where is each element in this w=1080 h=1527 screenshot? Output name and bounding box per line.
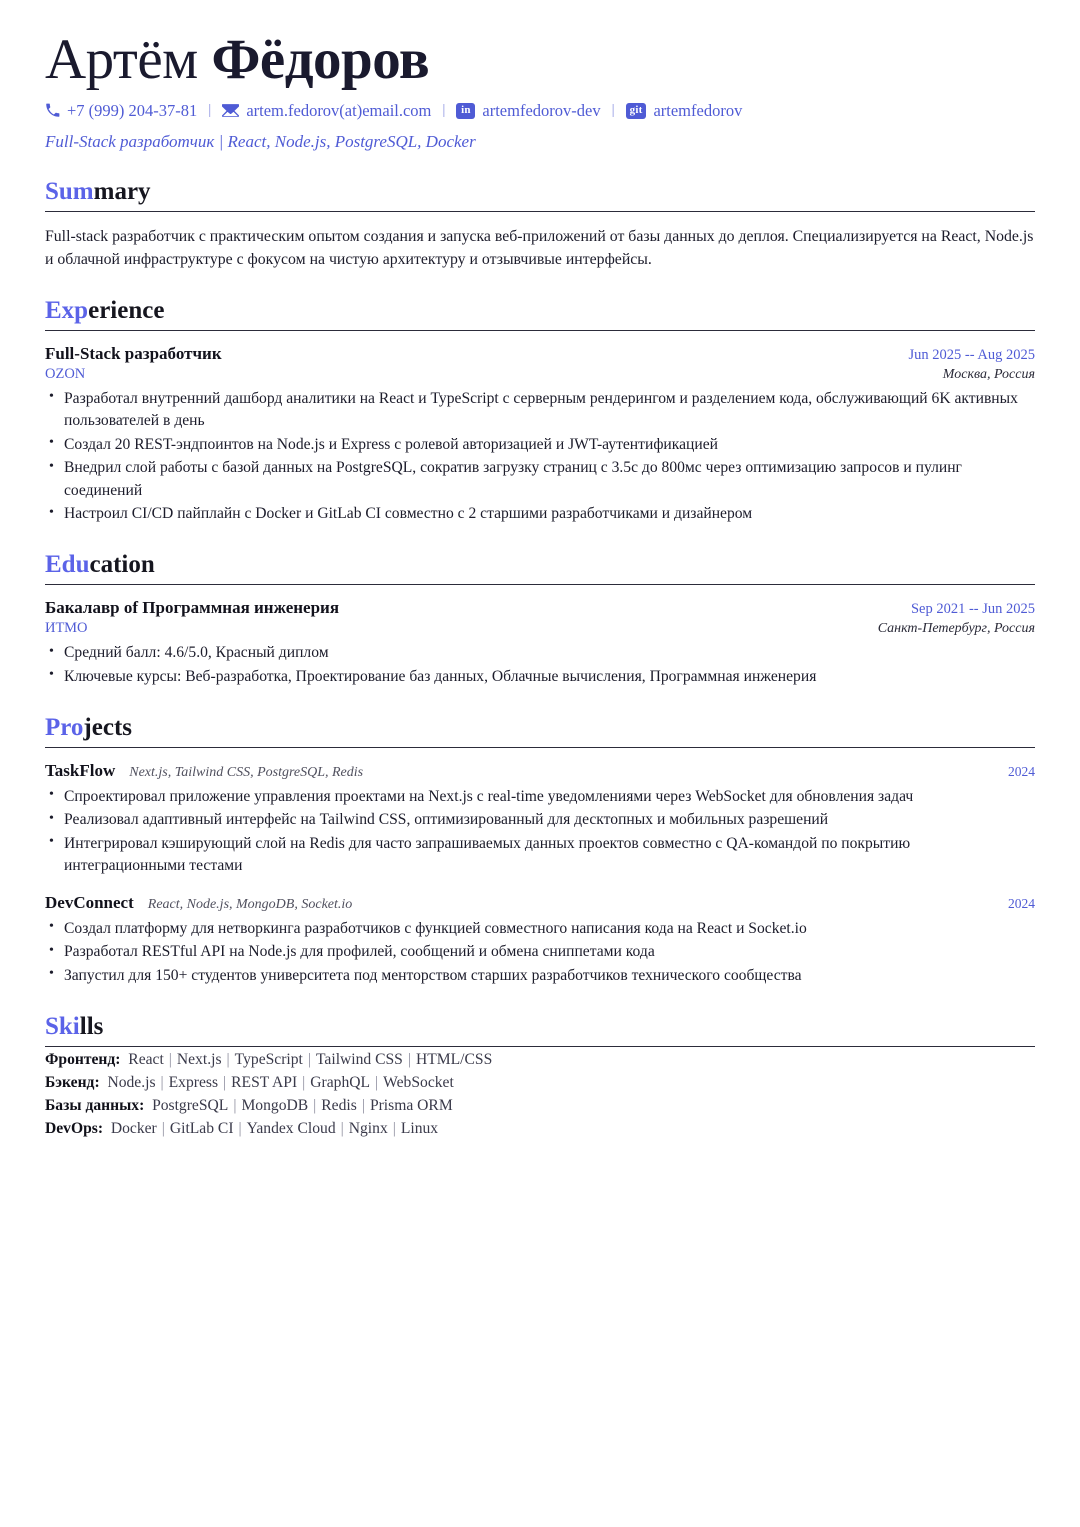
bullet-item: • Создал 20 REST-эндпоинтов на Node.js и Express с ролевой авторизацией и JWT-аутентификацией: [45, 434, 1035, 456]
skill-separator: |: [168, 1050, 172, 1068]
summary-paragraph: Full-stack разработчик с практическим опытом создания и запуска веб-приложений от базы данных до деплоя. Специализируется на React, Node.js и облачной инфраструктуре с фокусом на чистую архитектуру и отзывчивые интерфейсы.: [45, 227, 1034, 268]
section-experience: [45, 297, 1035, 525]
education-entry: [45, 598, 1035, 688]
contact-line: [45, 101, 1035, 121]
bullet-list: [45, 642, 1035, 688]
skill-item: Next.js: [176, 1050, 222, 1068]
skill-item: PostgreSQL: [152, 1096, 229, 1114]
entry-organization: ИТМО: [45, 620, 88, 637]
skill-item: Yandex Cloud: [246, 1120, 336, 1138]
heading-highlight: Exp: [45, 297, 89, 325]
entry-org-row: [45, 364, 1035, 383]
contact-separator: |: [611, 102, 615, 119]
contact-phone: [45, 101, 197, 121]
contact-email[interactable]: [222, 101, 431, 121]
project-stack: Next.js, Tailwind CSS, PostgreSQL, Redis: [129, 764, 364, 780]
skill-separator: |: [161, 1120, 165, 1138]
phone-icon: [45, 103, 60, 118]
skill-items: [107, 1074, 453, 1091]
project-name: DevConnect: [45, 892, 134, 912]
experience-entry: [45, 344, 1035, 526]
skill-item: Prisma ORM: [369, 1096, 453, 1114]
linkedin-icon: in: [456, 103, 475, 119]
contact-separator: |: [442, 102, 446, 119]
bullet-item: • Ключевые курсы: Веб-разработка, Проектирование баз данных, Облачные вычисления, Программная инженерия: [45, 666, 1035, 688]
skill-category: Базы данных:: [45, 1096, 145, 1114]
section-heading-summary: [45, 178, 1035, 209]
heading-highlight: Pro: [45, 714, 84, 742]
entry-title-row: [45, 598, 1035, 618]
heading-highlight: Ski: [45, 1013, 80, 1041]
project-year: 2024: [1008, 763, 1035, 779]
skill-row: [45, 1048, 1035, 1071]
skill-separator: |: [361, 1096, 365, 1114]
heading-rest: erience: [88, 297, 165, 325]
project-entry: [45, 761, 1035, 878]
skill-item: Express: [168, 1073, 219, 1091]
skill-row: [45, 1094, 1035, 1117]
skill-separator: |: [407, 1050, 411, 1068]
section-summary: [45, 178, 1035, 271]
section-rule: [45, 330, 1035, 331]
project-title-row: [45, 761, 1035, 781]
bullet-item: • Интегрировал кэширующий слой на Redis для часто запрашиваемых данных проектов совместно с QA-командой по покрытию интеграционными тестами: [45, 833, 1035, 878]
bullet-item: • Средний балл: 4.6/5.0, Красный диплом: [45, 642, 1035, 664]
section-skills: [45, 1013, 1035, 1140]
skill-item: Linux: [400, 1120, 439, 1138]
contact-separator: |: [208, 102, 212, 119]
skill-separator: |: [302, 1073, 306, 1091]
skill-separator: |: [392, 1120, 396, 1138]
skill-separator: |: [313, 1096, 317, 1114]
contact-linkedin[interactable]: [456, 101, 600, 121]
skill-separator: |: [307, 1050, 311, 1068]
section-rule: [45, 1046, 1035, 1047]
section-rule: [45, 584, 1035, 585]
linkedin-text: artemfedorov-dev: [482, 100, 601, 120]
skill-item: Redis: [321, 1096, 357, 1114]
contact-github[interactable]: [626, 101, 743, 121]
bullet-item: • Настроил CI/CD пайплайн с Docker и GitLab CI совместно с 2 старшими разработчиками и дизайнером: [45, 503, 1035, 525]
bullet-item: • Запустил для 150+ студентов университета под менторством старших разработчиков технического сообщества: [45, 965, 1035, 987]
skill-items: [152, 1097, 453, 1114]
first-name: Артём: [45, 28, 198, 91]
section-heading-projects: [45, 714, 1035, 745]
project-year: 2024: [1008, 895, 1035, 911]
bullet-item: • Разработал RESTful API на Node.js для профилей, сообщений и обмена сниппетами кода: [45, 941, 1035, 963]
phone-text: +7 (999) 204-37-81: [67, 100, 198, 120]
candidate-name: [45, 28, 1035, 92]
entry-date: Sep 2021 -- Jun 2025: [910, 601, 1035, 618]
skill-separator: |: [233, 1096, 237, 1114]
entry-title-row: [45, 344, 1035, 364]
skill-item: GitLab CI: [169, 1120, 234, 1138]
entry-location: Москва, Россия: [942, 366, 1035, 382]
education-list: [45, 598, 1035, 688]
bullet-list: [45, 388, 1035, 526]
project-stack: React, Node.js, MongoDB, Socket.io: [147, 896, 353, 912]
entry-title: Full-Stack разработчик: [45, 343, 222, 363]
bullet-item: • Реализовал адаптивный интерфейс на Tailwind CSS, оптимизированный для десктопных и мобильных разрешений: [45, 809, 1035, 831]
section-heading-education: [45, 551, 1035, 582]
skill-items: [128, 1051, 492, 1068]
section-heading-experience: [45, 297, 1035, 328]
skill-separator: |: [238, 1120, 242, 1138]
heading-rest: lls: [79, 1013, 104, 1041]
heading-rest: mary: [93, 177, 151, 205]
project-heading: [45, 761, 363, 781]
entry-org-row: [45, 618, 1035, 637]
entry-date: Jun 2025 -- Aug 2025: [908, 346, 1035, 363]
github-text: artemfedorov: [653, 100, 743, 120]
tagline: Full-Stack разработчик | React, Node.js, PostgreSQL, Docker: [45, 131, 476, 151]
section-heading-skills: [45, 1013, 1035, 1044]
skill-separator: |: [226, 1050, 230, 1068]
email-text: artem.fedorov(at)email.com: [246, 100, 432, 120]
skill-item: MongoDB: [241, 1096, 309, 1114]
skill-row: [45, 1117, 1035, 1140]
skill-separator: |: [340, 1120, 344, 1138]
git-icon: git: [626, 103, 647, 119]
skill-separator: |: [375, 1073, 379, 1091]
bullet-item: • Спроектировал приложение управления проектами на Next.js с real-time уведомлениями через WebSocket для обновления задач: [45, 786, 1035, 808]
bullet-list: [45, 786, 1035, 878]
heading-highlight: Edu: [45, 551, 90, 579]
skill-category: Бэкенд:: [45, 1073, 100, 1091]
skill-item: TypeScript: [234, 1050, 303, 1068]
envelope-icon: [222, 104, 239, 117]
skill-item: Node.js: [107, 1073, 156, 1091]
section-rule: [45, 211, 1035, 212]
skill-item: Nginx: [348, 1120, 388, 1138]
skill-item: HTML/CSS: [415, 1050, 493, 1068]
project-title-row: [45, 893, 1035, 913]
resume-header: [45, 28, 1035, 152]
skill-separator: |: [223, 1073, 227, 1091]
heading-rest: cation: [89, 551, 155, 579]
section-education: [45, 551, 1035, 688]
project-heading: [45, 893, 352, 913]
bullet-item: • Создал платформу для нетворкинга разработчиков с функцией совместного написания кода на React и Socket.io: [45, 918, 1035, 940]
skill-item: Tailwind CSS: [316, 1050, 403, 1068]
bullet-item: • Внедрил слой работы с базой данных на PostgreSQL, сократив загрузку страниц с 3.5с до 800мс через оптимизацию запросов и пулинг соединений: [45, 457, 1035, 502]
skill-item: WebSocket: [383, 1073, 454, 1091]
project-entry: [45, 893, 1035, 987]
projects-list: [45, 761, 1035, 987]
skill-row: [45, 1071, 1035, 1094]
entry-location: Санкт-Петербург, Россия: [877, 621, 1035, 637]
skill-item: React: [128, 1050, 164, 1068]
skill-items: [111, 1120, 438, 1137]
entry-title: Бакалавр of Программная инженерия: [45, 598, 340, 618]
section-rule: [45, 747, 1035, 748]
bullet-item: • Разработал внутренний дашборд аналитики на React и TypeScript с серверным рендерингом и разделением кода, обслуживающий 6K активных пользователей в день: [45, 388, 1035, 433]
skills-list: [45, 1048, 1035, 1140]
skill-category: DevOps:: [45, 1120, 104, 1138]
skill-item: REST API: [231, 1073, 298, 1091]
experience-list: [45, 344, 1035, 526]
last-name: Фёдоров: [211, 28, 430, 91]
skill-category: Фронтенд:: [45, 1050, 121, 1068]
skill-item: GraphQL: [310, 1073, 371, 1091]
skill-item: Docker: [110, 1120, 157, 1138]
heading-rest: jects: [83, 714, 132, 742]
entry-organization: OZON: [45, 365, 86, 382]
section-projects: [45, 714, 1035, 987]
project-name: TaskFlow: [45, 760, 116, 780]
skill-separator: |: [160, 1073, 164, 1091]
bullet-list: [45, 918, 1035, 987]
heading-highlight: Sum: [45, 177, 94, 205]
